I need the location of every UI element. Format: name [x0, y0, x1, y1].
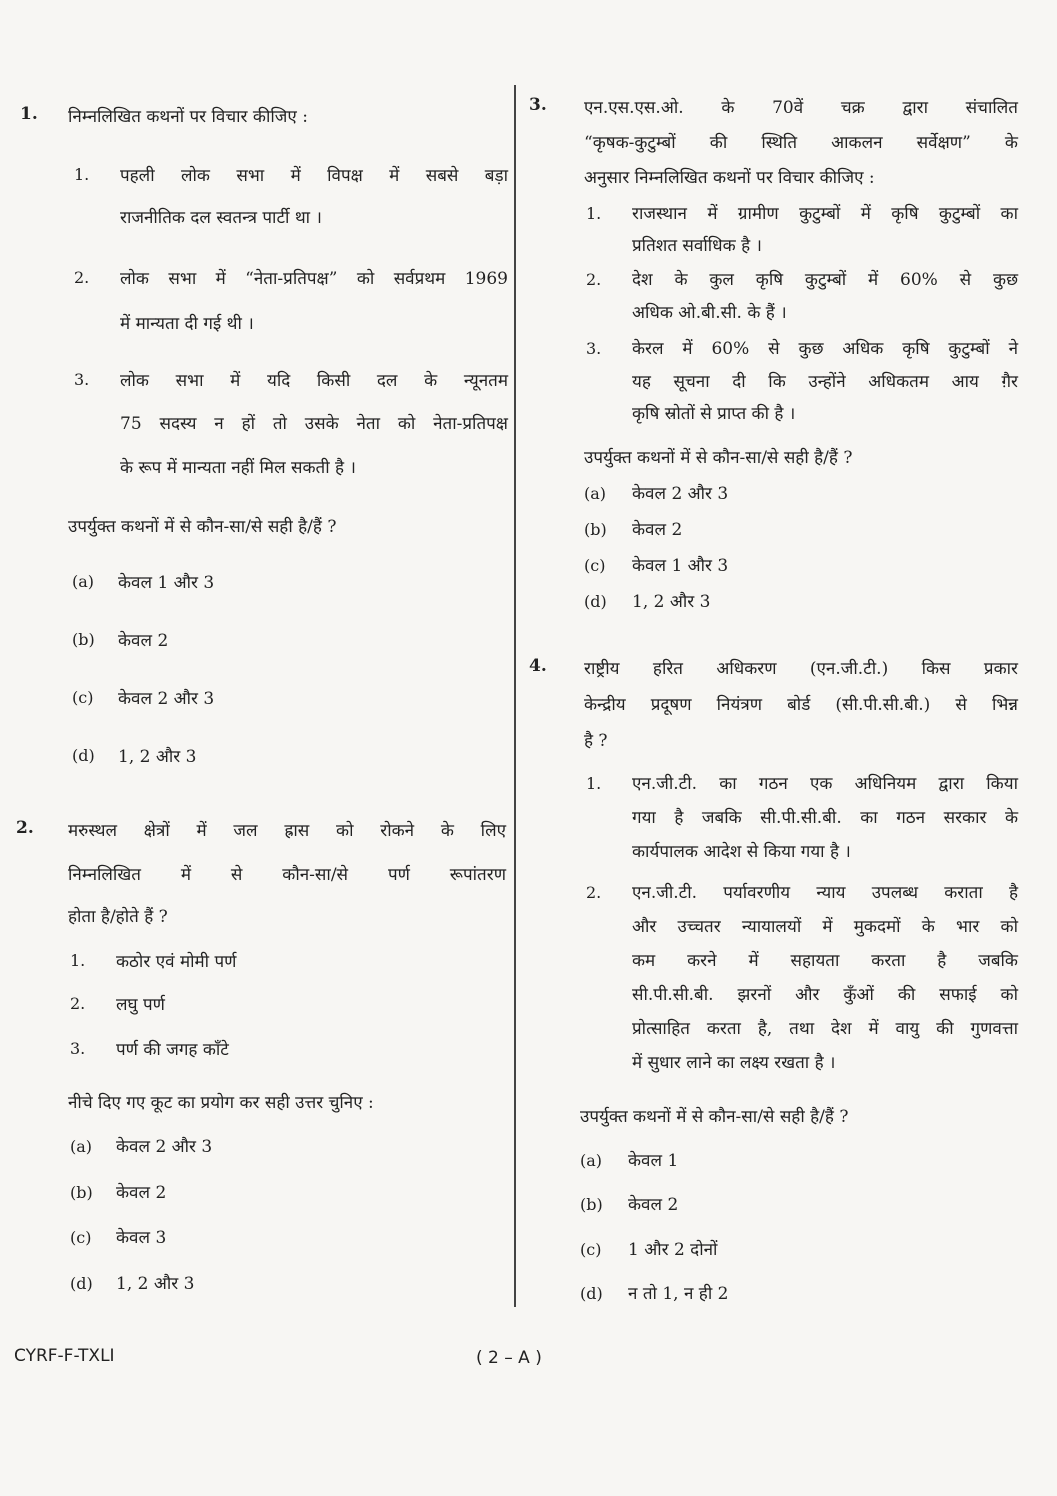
question-stem: है ? — [584, 731, 608, 751]
option-text[interactable]: 1, 2 और 3 — [632, 592, 711, 612]
option-key: (b) — [584, 520, 607, 539]
column-divider — [514, 85, 516, 1307]
booklet-code: CYRF-F-TXLI — [14, 1346, 115, 1366]
option-text[interactable]: केवल 2 और 3 — [116, 1137, 213, 1157]
statement-text: में सुधार लाने का लक्ष्य रखता है । — [632, 1053, 836, 1073]
question-prompt: उपर्युक्त कथनों में से कौन-सा/से सही है/हैं ? — [584, 448, 853, 468]
option-text[interactable]: केवल 2 — [118, 631, 169, 651]
option-key: (b) — [580, 1195, 603, 1214]
question-number: 2. — [16, 818, 34, 838]
statement-number: 2. — [74, 268, 90, 287]
option-key: (c) — [584, 556, 606, 575]
option-key: (c) — [72, 688, 94, 707]
statement-text: के रूप में मान्यता नहीं मिल सकती है । — [120, 458, 356, 478]
option-key: (d) — [580, 1284, 603, 1303]
statement-text: कम करने में सहायता करता है जबकि — [632, 951, 1018, 971]
question-number: 1. — [20, 104, 38, 124]
statement-text: एन.जी.टी. पर्यावरणीय न्याय उपलब्ध कराता है — [632, 883, 1018, 903]
question-number: 3. — [529, 95, 547, 115]
statement-text: प्रोत्साहित करता है, तथा देश में वायु की गुणवत्ता — [632, 1019, 1018, 1039]
option-text[interactable]: 1, 2 और 3 — [116, 1274, 195, 1294]
question-stem: होता है/होते हैं ? — [68, 907, 168, 927]
option-key: (d) — [72, 746, 95, 765]
option-text[interactable]: 1, 2 और 3 — [118, 747, 197, 767]
option-key: (a) — [70, 1137, 93, 1156]
option-text[interactable]: केवल 1 और 3 — [118, 573, 215, 593]
question-stem: केन्द्रीय प्रदूषण नियंत्रण बोर्ड (सी.पी.सी.बी.) से भिन्न — [584, 695, 1018, 715]
question-number: 4. — [529, 656, 547, 676]
option-text[interactable]: केवल 2 — [116, 1183, 167, 1203]
statement-number: 2. — [586, 883, 602, 902]
statement-text: राजस्थान में ग्रामीण कुटुम्बों में कृषि कुटुम्बों का — [632, 204, 1018, 224]
statement-text: देश के कुल कृषि कुटुम्बों में 60% से कुछ — [632, 270, 1018, 290]
option-text[interactable]: केवल 1 और 3 — [632, 556, 729, 576]
option-key: (c) — [580, 1240, 602, 1259]
option-key: (d) — [70, 1274, 93, 1293]
option-key: (b) — [70, 1183, 93, 1202]
question-stem: अनुसार निम्नलिखित कथनों पर विचार कीजिए : — [584, 168, 875, 188]
statement-text: में मान्यता दी गई थी । — [120, 314, 254, 334]
question-stem: “कृषक-कुटुम्बों की स्थिति आकलन सर्वेक्षण” के — [584, 133, 1018, 153]
statement-text: कृषि स्रोतों से प्राप्त की है । — [632, 404, 796, 424]
statement-number: 1. — [586, 204, 602, 223]
statement-number: 1. — [70, 951, 86, 970]
statement-text: अधिक ओ.बी.सी. के हैं । — [632, 303, 787, 323]
option-key: (a) — [584, 484, 607, 503]
statement-text: केरल में 60% से कुछ अधिक कृषि कुटुम्बों ने — [632, 339, 1018, 359]
option-text[interactable]: केवल 2 — [628, 1195, 679, 1215]
statement-number: 3. — [70, 1039, 86, 1058]
question-stem: राष्ट्रीय हरित अधिकरण (एन.जी.टी.) किस प्रकार — [584, 659, 1018, 679]
question-stem: एन.एस.एस.ओ. के 70वें चक्र द्वारा संचालित — [584, 98, 1018, 118]
statement-number: 3. — [586, 339, 602, 358]
statement-text: 75 सदस्य न हों तो उसके नेता को नेता-प्रतिपक्ष — [120, 414, 508, 434]
option-text[interactable]: न तो 1, न ही 2 — [628, 1284, 729, 1304]
statement-text: यह सूचना दी कि उन्होंने अधिकतम आय ग़ैर — [632, 372, 1018, 392]
question-prompt: उपर्युक्त कथनों में से कौन-सा/से सही है/हैं ? — [580, 1107, 849, 1127]
statement-text: पहली लोक सभा में विपक्ष में सबसे बड़ा — [120, 166, 508, 186]
question-stem: निम्नलिखित कथनों पर विचार कीजिए : — [68, 107, 308, 127]
statement-text: कार्यपालक आदेश से किया गया है । — [632, 842, 851, 862]
statement-text: लोक सभा में “नेता-प्रतिपक्ष” को सर्वप्रथम 1969 — [120, 269, 508, 289]
option-key: (d) — [584, 592, 607, 611]
statement-text: और उच्चतर न्यायालयों में मुकदमों के भार को — [632, 917, 1018, 937]
statement-text: राजनीतिक दल स्वतन्त्र पार्टी था । — [120, 208, 322, 228]
statement-number: 3. — [74, 370, 90, 389]
option-key: (a) — [580, 1151, 603, 1170]
option-text[interactable]: केवल 3 — [116, 1228, 167, 1248]
statement-text: एन.जी.टी. का गठन एक अधिनियम द्वारा किया — [632, 774, 1018, 794]
option-key: (a) — [72, 572, 95, 591]
question-stem: निम्नलिखित में से कौन-सा/से पर्ण रूपांतरण — [68, 865, 506, 885]
statement-text: पर्ण की जगह काँटे — [116, 1040, 229, 1060]
statement-text: गया है जबकि सी.पी.सी.बी. का गठन सरकार के — [632, 808, 1018, 828]
option-key: (b) — [72, 630, 95, 649]
option-text[interactable]: केवल 2 — [632, 520, 683, 540]
option-key: (c) — [70, 1228, 92, 1247]
option-text[interactable]: 1 और 2 दोनों — [628, 1240, 718, 1260]
question-prompt: नीचे दिए गए कूट का प्रयोग कर सही उत्तर चुनिए : — [68, 1093, 374, 1113]
statement-number: 2. — [586, 270, 602, 289]
option-text[interactable]: केवल 2 और 3 — [632, 484, 729, 504]
option-text[interactable]: केवल 1 — [628, 1151, 679, 1171]
statement-number: 1. — [74, 165, 90, 184]
statement-number: 1. — [586, 774, 602, 793]
question-stem: मरुस्थल क्षेत्रों में जल ह्रास को रोकने के लिए — [68, 821, 506, 841]
statement-text: प्रतिशत सर्वाधिक है । — [632, 236, 762, 256]
statement-number: 2. — [70, 994, 86, 1013]
statement-text: सी.पी.सी.बी. झरनों और कुँओं की सफाई को — [632, 985, 1018, 1005]
statement-text: लघु पर्ण — [116, 995, 165, 1015]
option-text[interactable]: केवल 2 और 3 — [118, 689, 215, 709]
statement-text: कठोर एवं मोमी पर्ण — [116, 952, 237, 972]
question-prompt: उपर्युक्त कथनों में से कौन-सा/से सही है/हैं ? — [68, 517, 337, 537]
page-number: ( 2 – A ) — [476, 1348, 542, 1368]
statement-text: लोक सभा में यदि किसी दल के न्यूनतम — [120, 371, 508, 391]
